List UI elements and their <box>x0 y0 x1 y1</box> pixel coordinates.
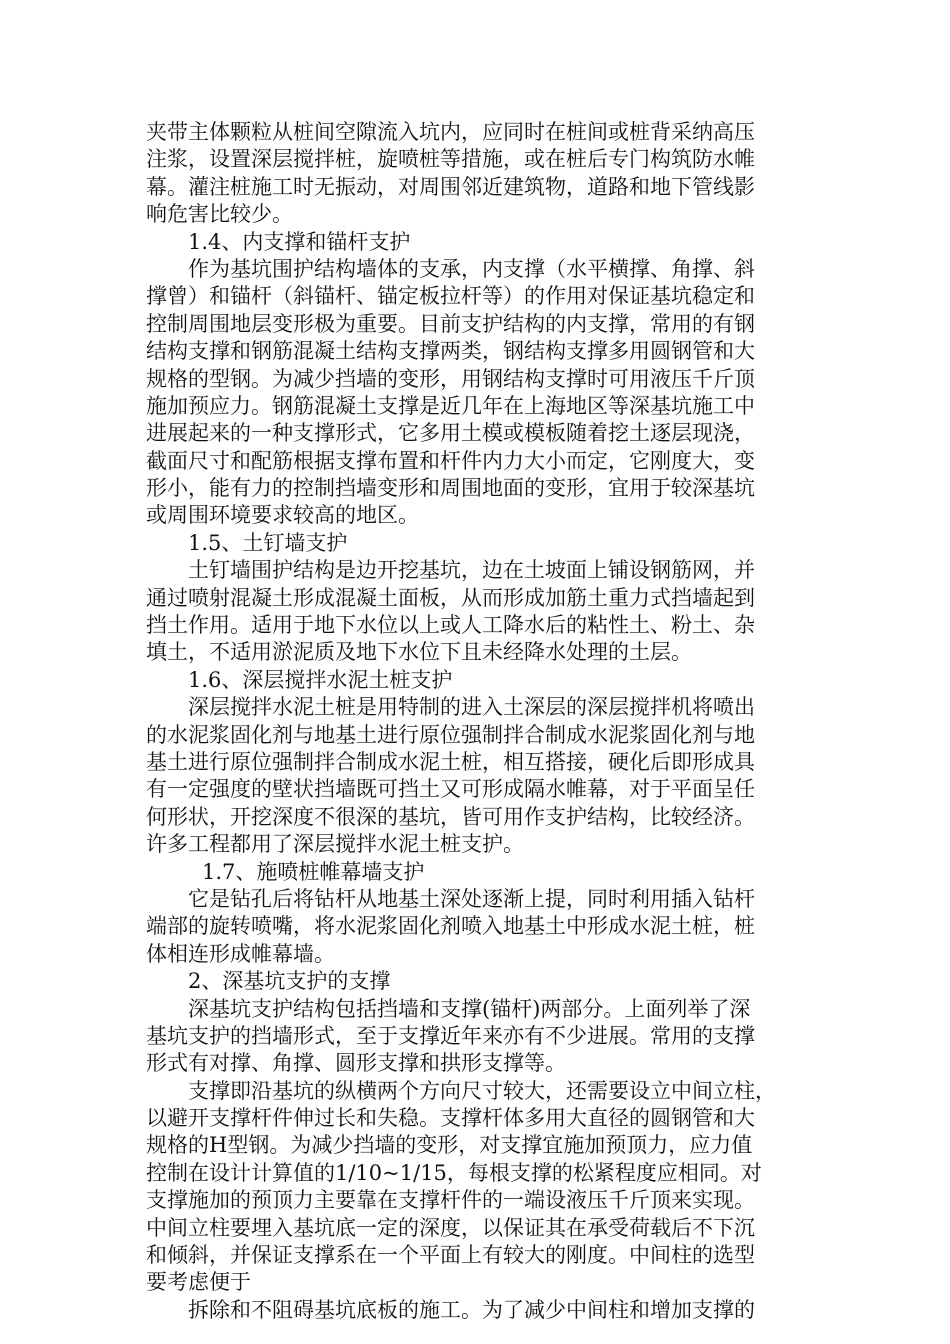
section-heading: 2、深基坑支护的支撑 <box>188 969 391 994</box>
text-line: 撑曾）和锚杆（斜锚杆、锚定板拉杆等）的作用对保证基坑稳定和 <box>146 284 755 309</box>
text-line: 以避开支撑杆件伸过长和失稳。支撑杆体多用大直径的圆钢管和大 <box>146 1106 755 1131</box>
text-line: 结构支撑和钢筋混凝土结构支撑两类，钢结构支撑多用圆钢管和大 <box>146 339 755 364</box>
text-line: 规格的型钢。为减少挡墙的变形，用钢结构支撑时可用液压千斤顶 <box>146 366 755 391</box>
document-body <box>146 119 806 1324</box>
text-line: 控制周围地层变形极为重要。目前支护结构的内支撑，常用的有钢 <box>146 311 755 336</box>
text-line: 形式有对撑、角撑、圆形支撑和拱形支撑等。 <box>146 1051 566 1076</box>
text-line: 体相连形成帷幕墙。 <box>146 941 335 966</box>
text-line: 注浆，设置深层搅拌桩，旋喷桩等措施，或在桩后专门构筑防水帷 <box>146 147 755 172</box>
text-line: 通过喷射混凝土形成混凝土面板，从而形成加筋土重力式挡墙起到 <box>146 585 755 610</box>
text-line: 作为基坑围护结构墙体的支承，内支撑（水平横撑、角撑、斜 <box>188 256 755 281</box>
text-line: 响危害比较少。 <box>146 202 293 227</box>
text-line: 形小，能有力的控制挡墙变形和周围地面的变形，宜用于较深基坑 <box>146 476 755 501</box>
text-line: 中间立柱要埋入基坑底一定的深度，以保证其在承受荷载后不下沉 <box>146 1215 755 1240</box>
section-heading: 1.5、土钉墙支护 <box>188 530 348 555</box>
section-heading: 1.7、施喷桩帷幕墙支护 <box>202 859 425 884</box>
text-line: 施加预应力。钢筋混凝土支撑是近几年在上海地区等深基坑施工中 <box>146 393 755 418</box>
text-line: 的水泥浆固化剂与地基土进行原位强制拌合制成水泥浆固化剂与地 <box>146 722 755 747</box>
text-line: 截面尺寸和配筋根据支撑布置和杆件内力大小而定，它刚度大，变 <box>146 448 755 473</box>
text-line: 夹带主体颗粒从桩间空隙流入坑内，应同时在桩间或桩背采纳高压 <box>146 120 755 144</box>
text-line: 幕。灌注桩施工时无振动，对周围邻近建筑物，道路和地下管线影 <box>146 174 755 199</box>
text-line: 土钉墙围护结构是边开挖基坑，边在土坡面上铺设钢筋网，并 <box>188 558 755 583</box>
text-line: 何形状，开挖深度不很深的基坑，皆可用作支护结构，比较经济。 <box>146 804 755 829</box>
text-line: 端部的旋转喷嘴，将水泥浆固化剂喷入地基土中形成水泥土桩，桩 <box>146 914 755 939</box>
text-line: 许多工程都用了深层搅拌水泥土桩支护。 <box>146 832 524 857</box>
text-line: 和倾斜，并保证支撑系在一个平面上有较大的刚度。中间柱的选型 <box>146 1243 755 1268</box>
text-line: 深层搅拌水泥土桩是用特制的进入土深层的深层搅拌机将喷出 <box>188 695 755 720</box>
text-line: 或周围环境要求较高的地区。 <box>146 503 419 528</box>
text-line: 深基坑支护结构包括挡墙和支撑(锚杆)两部分。上面列举了深 <box>188 996 751 1021</box>
text-line: 规格的H型钢。为减少挡墙的变形，对支撑宜施加预顶力，应力值 <box>146 1133 753 1158</box>
text-line: 要考虑便于 <box>146 1270 251 1295</box>
text-line: 基土进行原位强制拌合制成水泥土桩，相互搭接，硬化后即形成具 <box>146 749 755 774</box>
text-line: 支撑施加的预顶力主要靠在支撑杆件的一端设液压千斤顶来实现。 <box>146 1188 755 1213</box>
section-heading: 1.6、深层搅拌水泥土桩支护 <box>188 667 453 692</box>
text-line: 基坑支护的挡墙形式，至于支撑近年来亦有不少进展。常用的支撑 <box>146 1023 755 1048</box>
text-line: 进展起来的一种支撑形式，它多用土模或模板随着挖土逐层现浇， <box>146 421 755 446</box>
text-line: 填土，不适用淤泥质及地下水位下且未经降水处理的土层。 <box>146 640 692 665</box>
text-line: 它是钻孔后将钻杆从地基土深处逐渐上提，同时利用插入钻杆 <box>188 886 755 911</box>
text-line: 控制在设计计算值的1/10~1/15，每根支撑的松紧程度应相同。对 <box>146 1160 762 1185</box>
section-heading: 1.4、内支撑和锚杆支护 <box>188 229 411 254</box>
text-line: 支撑即沿基坑的纵横两个方向尺寸较大，还需要设立中间立柱， <box>188 1078 776 1103</box>
text-line: 拆除和不阻碍基坑底板的施工。为了减少中间柱和增加支撑的 <box>188 1297 755 1322</box>
text-line: 挡土作用。适用于地下水位以上或人工降水后的粘性土、粉土、杂 <box>146 613 755 638</box>
text-line: 有一定强度的壁状挡墙既可挡土又可形成隔水帷幕，对于平面呈任 <box>146 777 755 802</box>
